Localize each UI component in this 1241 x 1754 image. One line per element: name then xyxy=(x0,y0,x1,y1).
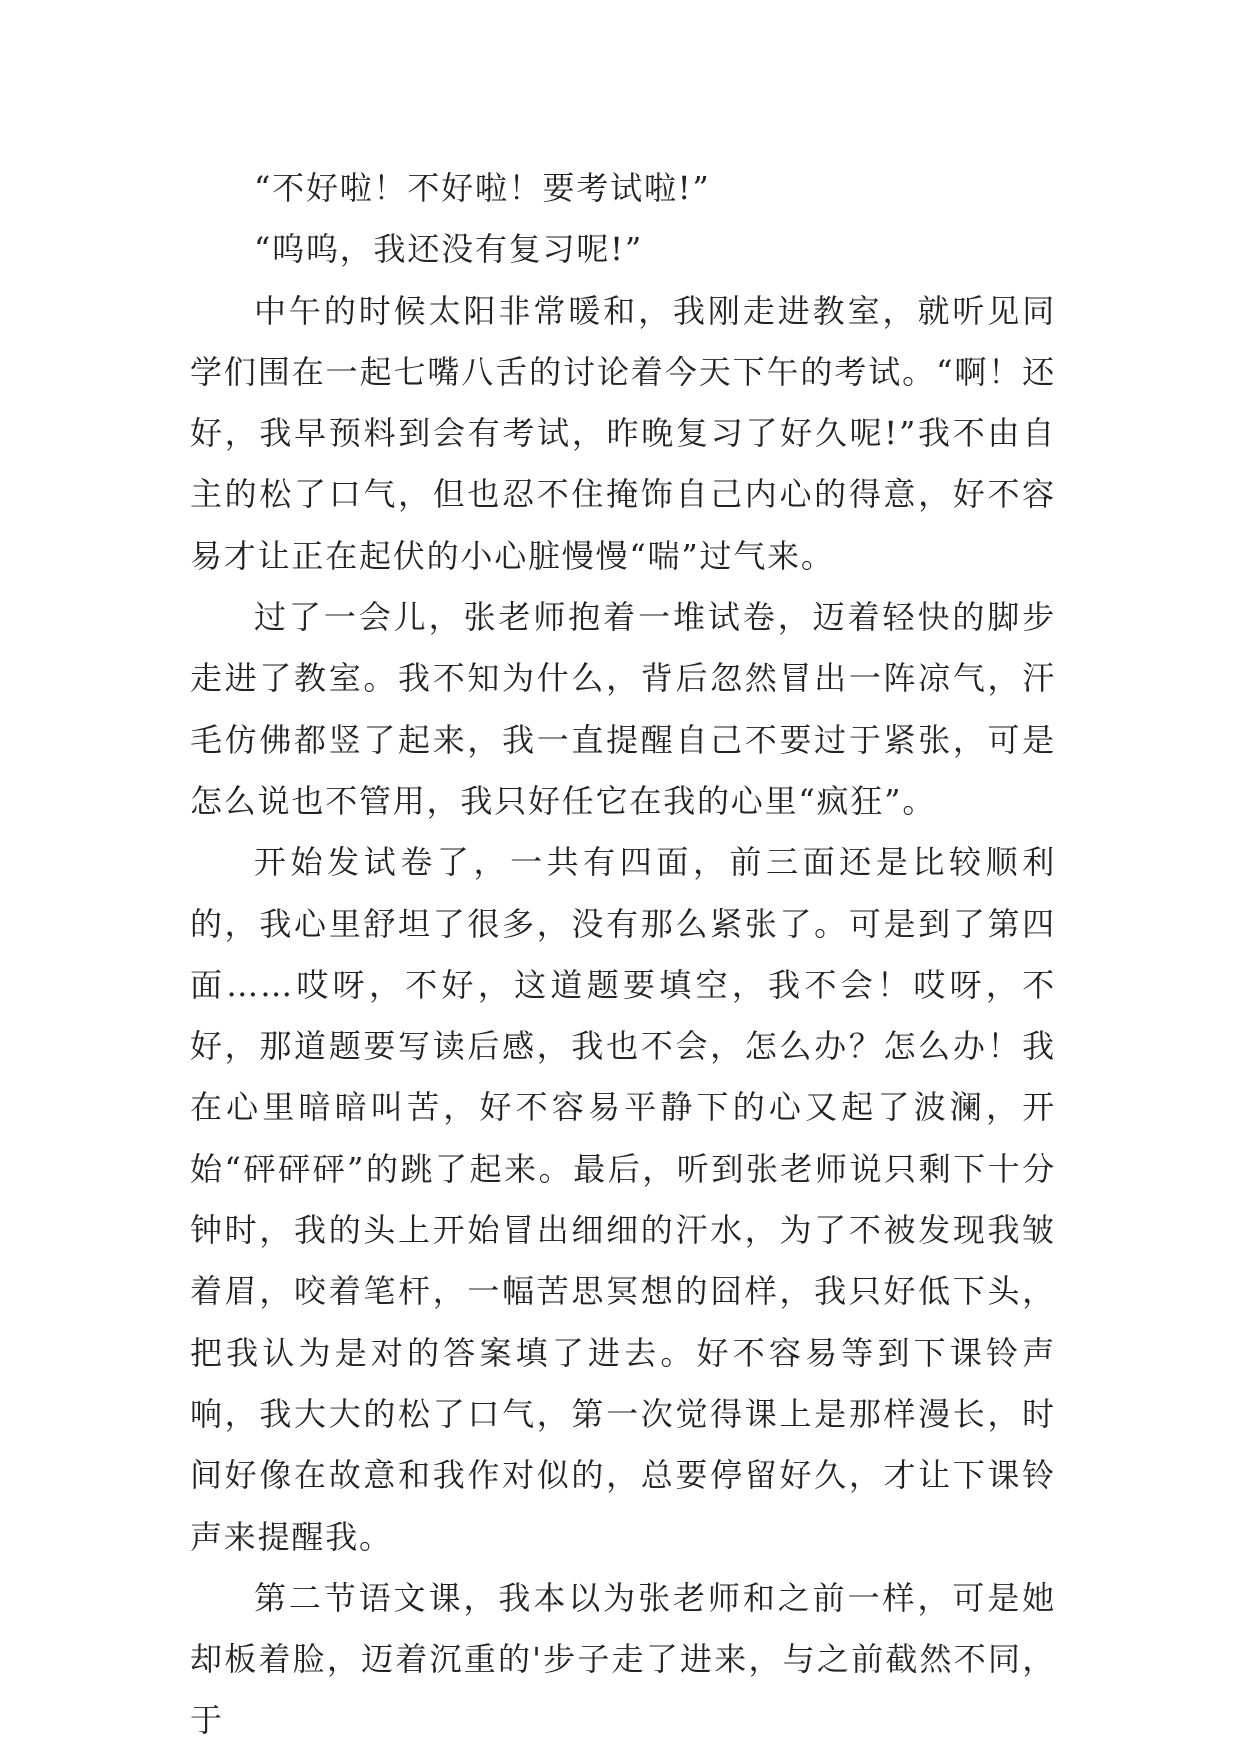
paragraph-chinese-class: 第二节语文课，我本以为张老师和之前一样，可是她却板着脸，迈着沉重的'步子走了进来，与之前截然不同，于 xyxy=(190,1578,1056,1740)
paragraph-exam: 开始发试卷了，一共有四面，前三面还是比较顺利的，我心里舒坦了很多，没有那么紧张了。可是到了第四面……哎呀，不好，这道题要填空，我不会！哎呀，不好，那道题要写读后感，我也不会，怎么办？怎么办！我在心里暗暗叫苦，好不容易平静下的心又起了波澜，开始“砰砰砰”的跳了起来。最后，听到张老师说只剩下十分钟时，我的头上开始冒出细细的汗水，为了不被发现我皱着眉，咬着笔杆，一幅苦思冥想的囧样，我只好低下头，把我认为是对的答案填了进去。好不容易等到下课铃声响，我大大的松了口气，第一次觉得课上是那样漫长，时间好像在故意和我作对似的，总要停留好久，才让下课铃声来提醒我。 xyxy=(190,843,1056,1556)
paragraph-exclamation: “不好啦！不好啦！要考试啦!” xyxy=(254,169,711,207)
paragraph-noon: 中午的时候太阳非常暖和，我刚走进教室，就听见同学们围在一起七嘴八舌的讨论着今天下午的考试。“啊！还好，我早预料到会有考试，昨晚复习了好久呢!”我不由自主的松了口气，但也忍不住掩饰自己内心的得意，好不容易才让正在起伏的小心脏慢慢“喘”过气来。 xyxy=(190,291,1056,575)
document-body xyxy=(190,158,1056,1752)
paragraph-teacher-arrives: 过了一会儿，张老师抱着一堆试卷，迈着轻快的脚步走进了教室。我不知为什么，背后忽然冒出一阵凉气，汗毛仿佛都竖了起来，我一直提醒自己不要过于紧张，可是怎么说也不管用，我只好任它在我的心里“疯狂”。 xyxy=(190,598,1056,820)
paragraph-crying: “呜呜，我还没有复习呢!” xyxy=(254,230,643,269)
